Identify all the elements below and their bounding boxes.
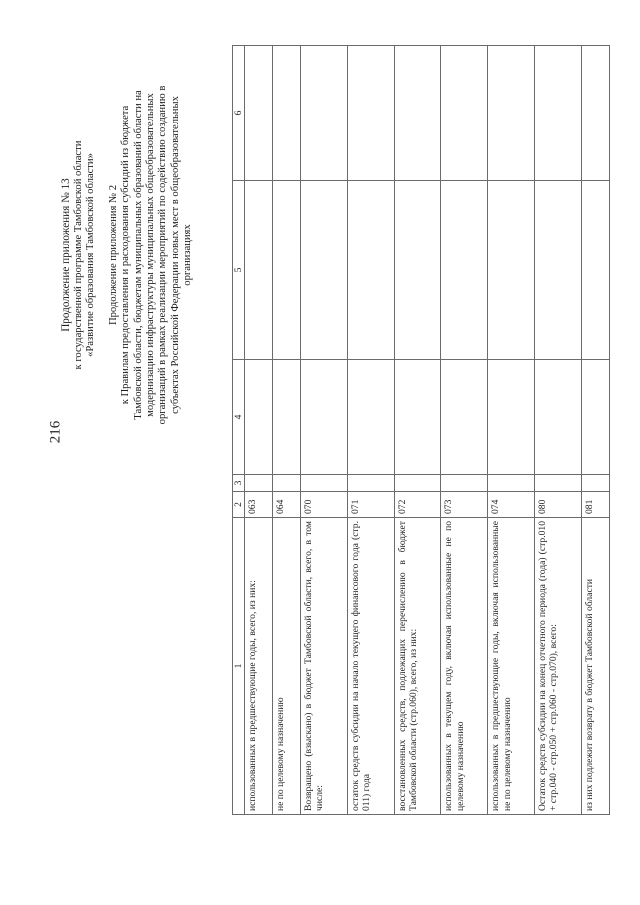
table-cell	[488, 181, 535, 360]
table-cell	[535, 46, 582, 181]
table-cell	[347, 181, 394, 360]
row-label: Возвращено (взыскано) в бюджет Тамбовской области, всего, в том числе:	[300, 518, 347, 815]
table-cell	[300, 181, 347, 360]
table-cell	[272, 475, 300, 492]
row-label: не по целевому назначению	[272, 518, 300, 815]
column-header: 3	[233, 475, 245, 492]
row-code: 081	[582, 492, 610, 518]
header-line: «Развитие образования Тамбовской области»	[85, 153, 97, 357]
table-header-row	[233, 46, 245, 815]
table-cell	[272, 360, 300, 475]
row-code: 071	[347, 492, 394, 518]
row-label: использованных в предшествующие годы, всего, из них:	[245, 518, 273, 815]
table-cell	[272, 181, 300, 360]
column-header: 4	[233, 360, 245, 475]
table-cell	[441, 360, 488, 475]
header-line: Продолжение приложения № 2	[107, 184, 119, 326]
row-code: 080	[535, 492, 582, 518]
table-row	[347, 46, 394, 815]
header-line: Продолжение приложения № 13	[60, 178, 72, 332]
table-cell	[535, 475, 582, 492]
table-row	[394, 46, 441, 815]
table-cell	[245, 475, 273, 492]
table-row	[535, 46, 582, 815]
document-header	[60, 50, 216, 460]
table-cell	[300, 475, 347, 492]
row-code: 070	[300, 492, 347, 518]
column-header: 2	[233, 492, 245, 518]
table-cell	[347, 46, 394, 181]
table-row	[245, 46, 273, 815]
row-code: 063	[245, 492, 273, 518]
table-row	[441, 46, 488, 815]
header-line: организациях	[182, 224, 194, 286]
column-header: 5	[233, 181, 245, 360]
table-cell	[300, 46, 347, 181]
row-code: 074	[488, 492, 535, 518]
header-spacer	[98, 50, 108, 460]
header-line: Тамбовской области, бюджетам муниципальных образований области на	[132, 90, 144, 420]
row-label: использованных в текущем году, включая использованные не по целевому назначению	[441, 518, 488, 815]
row-code: 064	[272, 492, 300, 518]
table-cell	[300, 360, 347, 475]
header-text-block	[60, 50, 216, 460]
table-cell	[245, 360, 273, 475]
table-cell	[394, 475, 441, 492]
row-label: использованных в предшествующие годы, включая использованные не по целевому назначению	[488, 518, 535, 815]
table-cell	[394, 360, 441, 475]
report-table-wrapper	[232, 45, 610, 815]
table-cell	[441, 475, 488, 492]
table-cell	[394, 181, 441, 360]
header-line: модернизацию инфраструктуры муниципальных общеобразовательных	[145, 93, 157, 417]
header-line: субъектах Российской Федерации новых мест в общеобразовательных	[169, 96, 181, 414]
header-line: к Правилам предоставления и расходования субсидий из бюджета	[120, 105, 132, 405]
table-cell	[394, 46, 441, 181]
row-label: восстановленных средств, подлежащих перечислению в бюджет Тамбовской области (стр.060), всего, из них:	[394, 518, 441, 815]
table-cell	[582, 181, 610, 360]
row-label: остаток средств субсидии на начало текущего финансового года (стр. 011) года	[347, 518, 394, 815]
table-cell	[582, 360, 610, 475]
table-cell	[488, 360, 535, 475]
row-code: 072	[394, 492, 441, 518]
table-cell	[488, 46, 535, 181]
row-label: Остаток средств субсидии на конец отчетного периода (года) (стр.010 + стр.040 - стр.050 + стр.060 - стр.070), всего:	[535, 518, 582, 815]
header-line: к государственной программе Тамбовской области	[73, 140, 84, 370]
table-cell	[582, 475, 610, 492]
table-cell	[441, 46, 488, 181]
table-cell	[245, 181, 273, 360]
table-cell	[488, 475, 535, 492]
table-cell	[582, 46, 610, 181]
row-label: из них подлежит возврату в бюджет Тамбовской области	[582, 518, 610, 815]
table-cell	[347, 360, 394, 475]
column-header: 1	[233, 518, 245, 815]
table-cell	[535, 181, 582, 360]
table-cell	[535, 360, 582, 475]
table-row	[272, 46, 300, 815]
table-cell	[347, 475, 394, 492]
report-table-rotated	[232, 45, 610, 815]
table-row	[582, 46, 610, 815]
report-table	[232, 45, 610, 815]
table-cell	[245, 46, 273, 181]
row-code: 073	[441, 492, 488, 518]
table-cell	[441, 181, 488, 360]
column-header: 6	[233, 46, 245, 181]
table-row	[300, 46, 347, 815]
table-cell	[272, 46, 300, 181]
table-row	[488, 46, 535, 815]
header-line: организаций в рамках реализации мероприятий по содействию созданию в	[157, 85, 169, 425]
